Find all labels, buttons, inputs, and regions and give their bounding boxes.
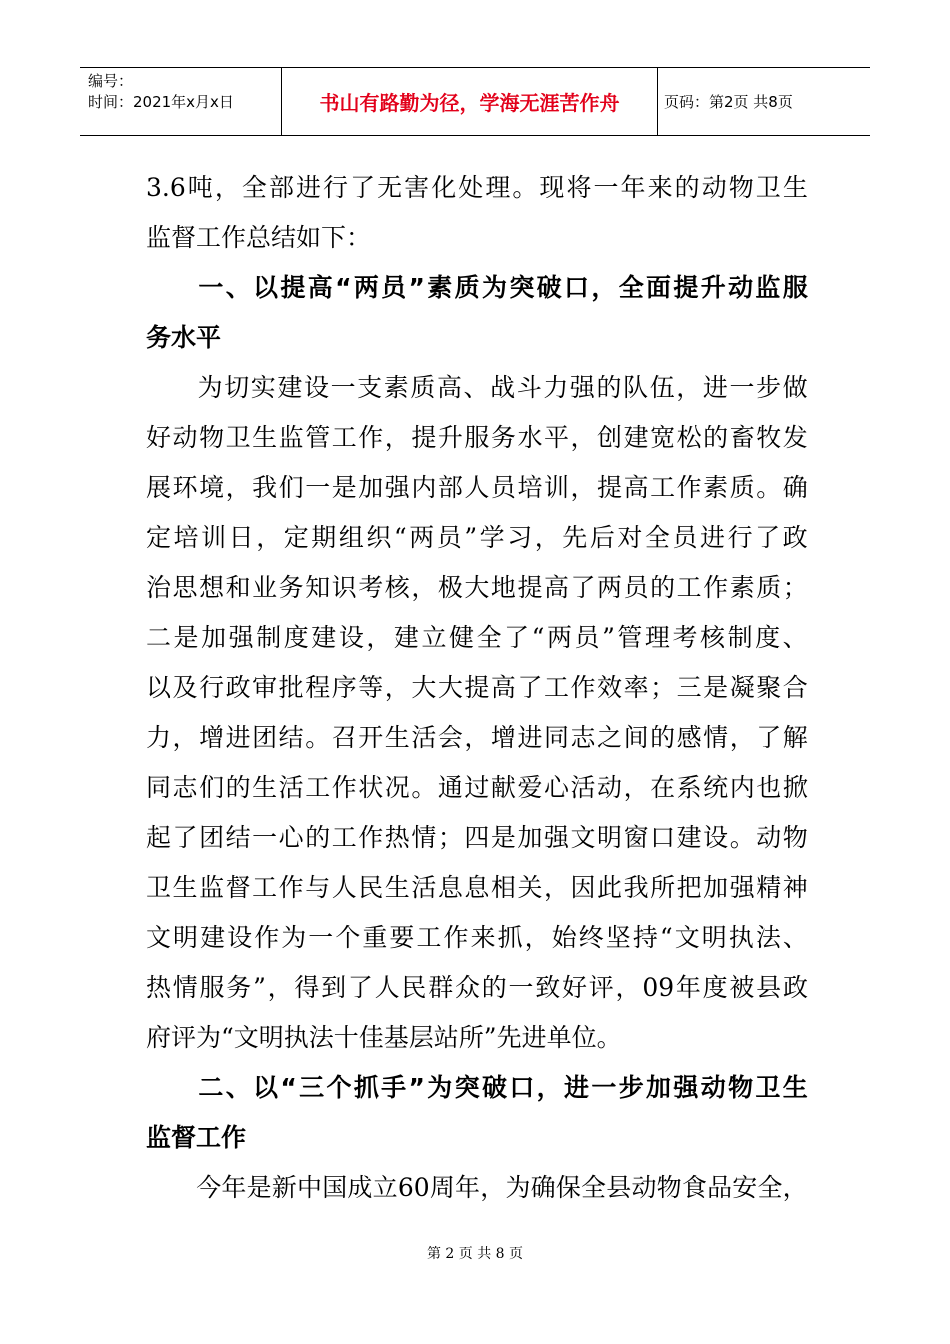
date-label: 时间：2021年x月x日 — [88, 93, 234, 111]
document-body — [146, 163, 808, 1213]
text-line: 今 年 是 新 中 国 成 立 60 周 年 ， 为 确 保 全 县 动 物 食 品 安 全 ， — [196, 1173, 808, 1202]
text-line: 力 ， 增 进 团 结 。 召 开 生 活 会 ， 增 进 同 志 之 间 的 感 情 ， 了 解 — [146, 723, 808, 752]
header-meta — [80, 68, 282, 135]
text-line: 监督工作 — [146, 1123, 247, 1152]
text-line: 起 了 团 结 一 心 的 工 作 热 情 ； 四 是 加 强 文 明 窗 口 建 设 。 动 物 — [146, 823, 808, 852]
text-line: 二 、 以 “ 三 个 抓 手 ” 为 突 破 口 ， 进 一 步 加 强 动 物 卫 生 — [198, 1073, 808, 1102]
text-line: 府评为“文明执法十佳基层站所”先进单位。 — [146, 1023, 622, 1052]
text-line: 定 培 训 日 ， 定 期 组 织 “ 两 员 ” 学 习 ， 先 后 对 全 员 进 行 了 政 — [146, 523, 808, 552]
text-line: 一 、 以 提 高 “ 两 员 ” 素 质 为 突 破 口 ， 全 面 提 升 动 监 服 — [198, 273, 808, 302]
serial-label: 编号： — [88, 72, 134, 90]
page-header — [80, 67, 870, 136]
text-line: 文 明 建 设 作 为 一 个 重 要 工 作 来 抓 ， 始 终 坚 持 “ 文 明 执 法 、 — [146, 923, 808, 952]
header-page-info: 页码：第2页 共8页 — [664, 93, 793, 111]
text-line: 同 志 们 的 生 活 工 作 状 况 。 通 过 献 爱 心 活 动 ， 在 系 统 内 也 掀 — [146, 773, 808, 802]
text-line: 好 动 物 卫 生 监 管 工 作 ， 提 升 服 务 水 平 ， 创 建 宽 松 的 畜 牧 发 — [146, 423, 808, 452]
text-line: 3.6 吨 ， 全 部 进 行 了 无 害 化 处 理 。 现 将 一 年 来 的 动 物 卫 生 — [146, 173, 808, 202]
text-line: 二 是 加 强 制 度 建 设 ， 建 立 健 全 了 “ 两 员 ” 管 理 考 核 制 度 、 — [146, 623, 808, 652]
text-line: 以 及 行 政 审 批 程 序 等 ， 大 大 提 高 了 工 作 效 率 ； 三 是 凝 聚 合 — [146, 673, 808, 702]
text-line: 展 环 境 ， 我 们 一 是 加 强 内 部 人 员 培 训 ， 提 高 工 作 素 质 。 确 — [146, 473, 808, 502]
text-line: 卫 生 监 督 工 作 与 人 民 生 活 息 息 相 关 ， 因 此 我 所 把 加 强 精 神 — [146, 873, 808, 902]
page-footer: 第 2 页 共 8 页 — [426, 1246, 524, 1262]
text-line: 为 切 实 建 设 一 支 素 质 高 、 战 斗 力 强 的 队 伍 ， 进 一 步 做 — [197, 373, 808, 402]
text-line: 监督工作总结如下： — [146, 223, 372, 252]
text-line: 务水平 — [146, 323, 222, 352]
text-line: 治 思 想 和 业 务 知 识 考 核 ， 极 大 地 提 高 了 两 员 的 工 作 素 质 ； — [146, 573, 808, 602]
header-motto: 书山有路勤为径，学海无涯苦作舟 — [282, 68, 658, 135]
text-line: 热 情 服 务 ” ， 得 到 了 人 民 群 众 的 一 致 好 评 ， 09 年 度 被 县 政 — [146, 973, 808, 1002]
